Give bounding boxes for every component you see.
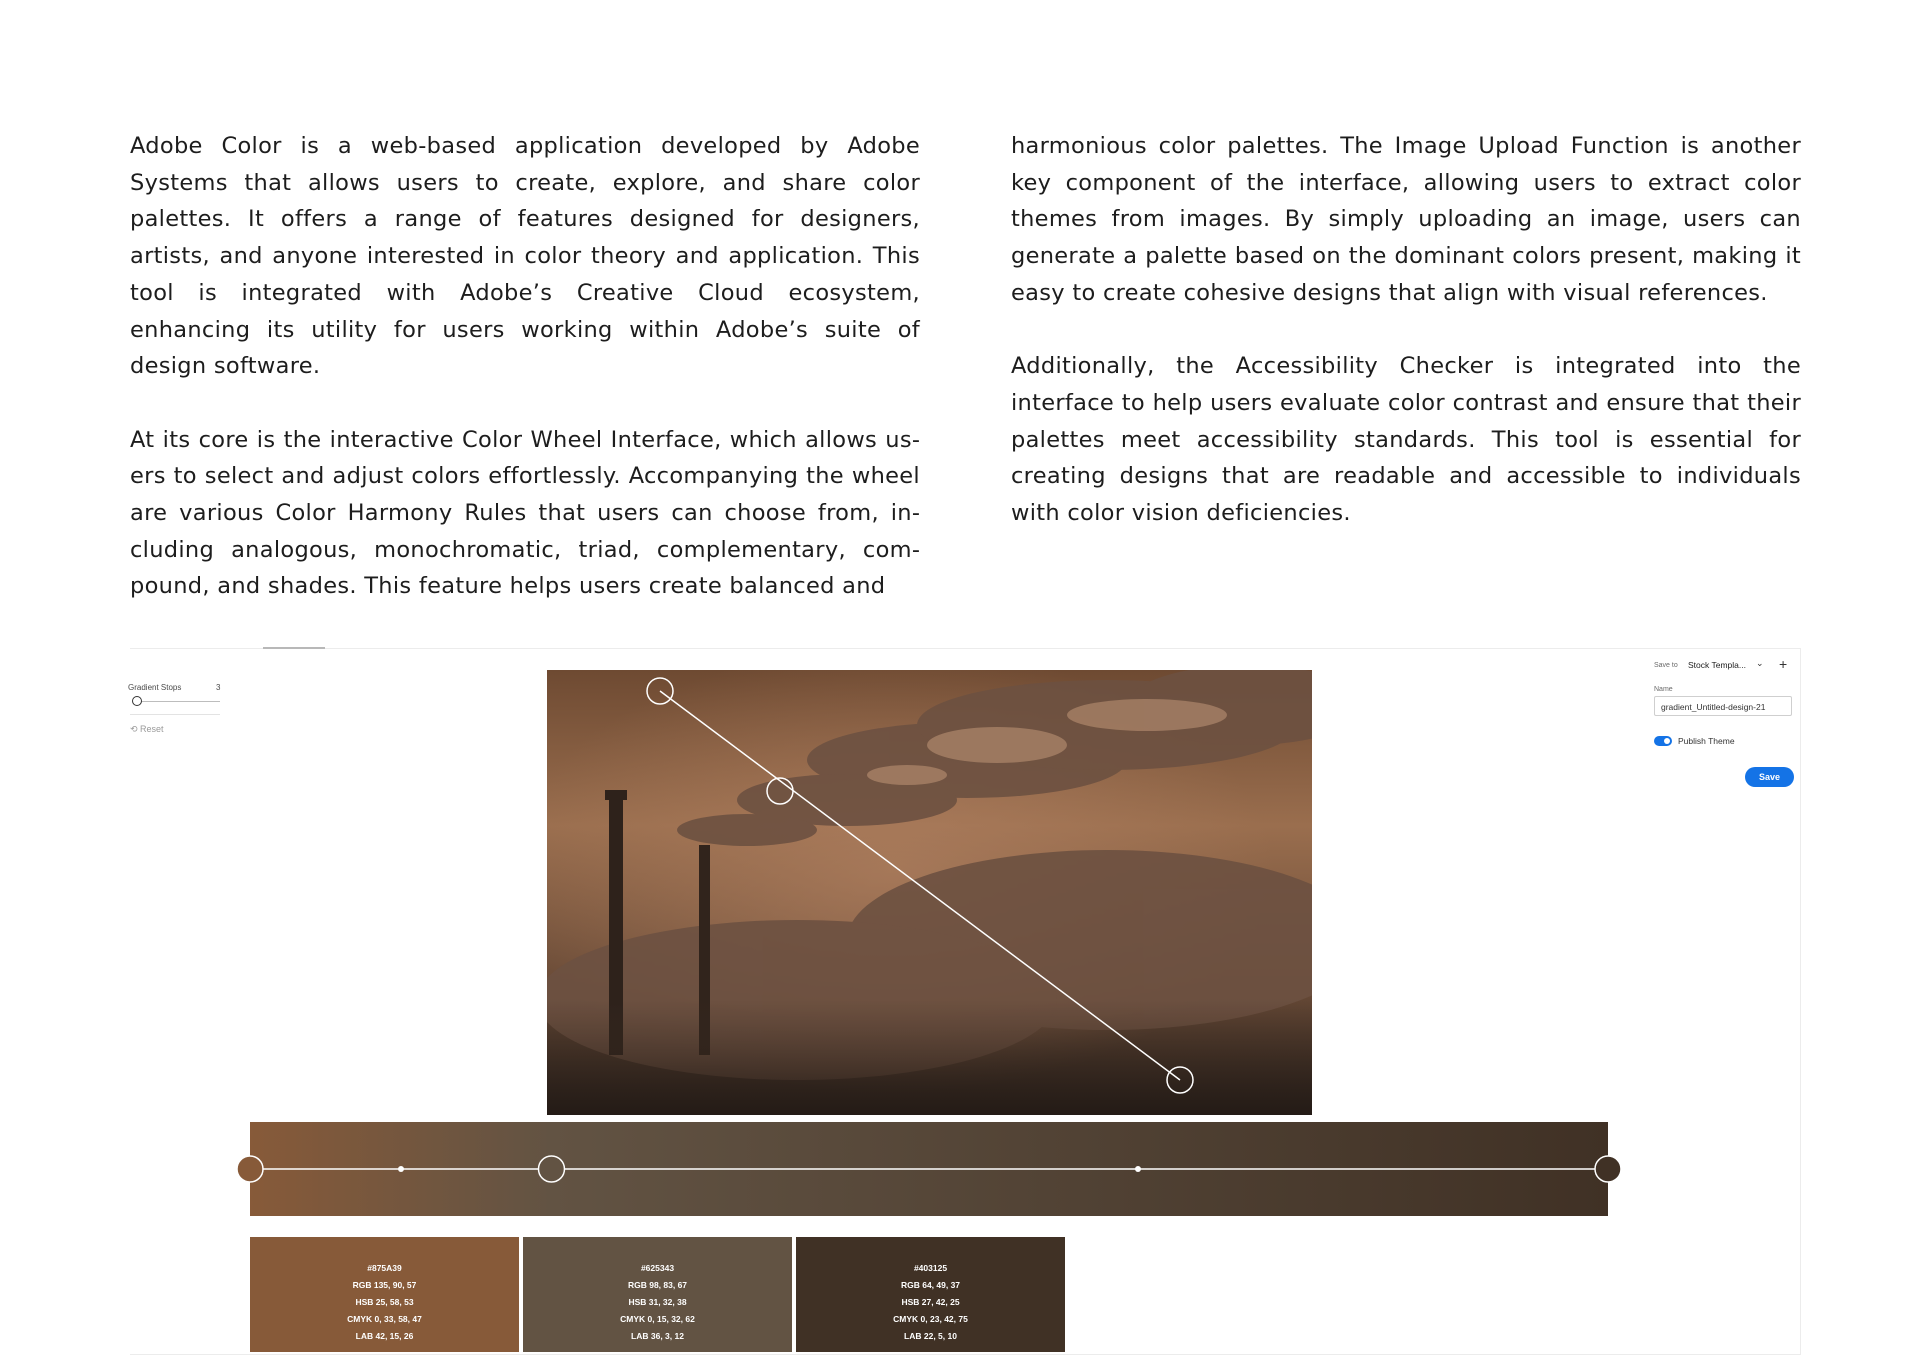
gradient-preview-graphic (250, 1122, 1608, 1216)
article-left-column (130, 128, 920, 642)
name-label: Name (1654, 686, 1673, 693)
reset-icon: ⟲ (130, 724, 141, 734)
gradient-preview-bar[interactable] (250, 1122, 1608, 1216)
swatch-cmyk: CMYK 0, 15, 32, 62 (620, 1314, 695, 1324)
chevron-down-icon[interactable]: ⌄ (1756, 658, 1764, 668)
swatch-hsb: HSB 27, 42, 25 (901, 1297, 960, 1307)
source-photo[interactable] (547, 670, 1312, 1115)
article-right-column (1011, 128, 1801, 568)
color-swatch[interactable] (523, 1237, 792, 1352)
swatch-lab: LAB 42, 15, 26 (355, 1331, 414, 1341)
factory-smoke-photo (547, 670, 1312, 1115)
save-to-select[interactable]: Stock Templa... (1688, 660, 1746, 670)
gradient-stops-value: 3 (216, 683, 221, 692)
save-button[interactable]: Save (1745, 767, 1794, 787)
gradient-stops-slider-handle[interactable] (132, 696, 142, 706)
gradient-midpoint-marker[interactable] (1135, 1166, 1141, 1172)
swatch-rgb: RGB 135, 90, 57 (352, 1280, 417, 1290)
swatch-lab: LAB 36, 3, 12 (631, 1331, 684, 1341)
color-swatch[interactable] (250, 1237, 519, 1352)
active-tab-indicator (263, 647, 325, 649)
swatch-cmyk: CMYK 0, 23, 42, 75 (893, 1314, 968, 1324)
reset-button[interactable] (130, 724, 164, 735)
swatch-rgb: RGB 98, 83, 67 (627, 1280, 688, 1290)
paragraph-image-upload: harmonious color palettes. The Image Upload Function is another key component of the interface, allowing users to extract color themes from images. By simply uploading an image, users can generate a palette based on the dominant colors present, making it easy to create cohesive designs that align with visual references. (1011, 133, 1801, 306)
color-swatch[interactable] (796, 1237, 1065, 1352)
swatch-lab: LAB 22, 5, 10 (904, 1331, 957, 1341)
gradient-stop-handle[interactable] (1595, 1156, 1621, 1182)
gradient-stop-handle[interactable] (538, 1156, 564, 1182)
side-divider (130, 714, 220, 715)
gradient-stop-handle[interactable] (237, 1156, 263, 1182)
gradient-stops-label: Gradient Stops (128, 683, 182, 692)
add-library-button[interactable]: + (1779, 656, 1788, 672)
swatch-rgb: RGB 64, 49, 37 (900, 1280, 961, 1290)
save-to-label: Save to (1654, 662, 1678, 669)
swatch-hex: #875A39 (367, 1263, 402, 1273)
paragraph-intro: Adobe Color is a web-based application developed by Adobe Systems that allows users to create, explore, and share color palettes. It offers a range of features designed for designers, artists, and anyone interested in color theory and application. This tool is integrated with Adobe’s Creative Cloud ecosystem, enhancing its utility for users working within Adobe’s suite of design software. (130, 133, 920, 380)
reset-label: Reset (140, 724, 164, 734)
gradient-midpoint-marker[interactable] (398, 1166, 404, 1172)
swatch-cmyk: CMYK 0, 33, 58, 47 (347, 1314, 422, 1324)
swatch-hsb: HSB 25, 58, 53 (355, 1297, 414, 1307)
publish-theme-toggle[interactable] (1654, 736, 1672, 746)
gradient-stops-slider-track[interactable] (138, 701, 220, 702)
swatch-hex: #403125 (913, 1263, 948, 1273)
publish-theme-label: Publish Theme (1678, 736, 1735, 746)
paragraph-color-wheel: At its core is the interactive Color Wheel Interface, which allows users to select and adjust colors effortlessly. Accompanying the wheel are various Color Harmony Rules that users can choose from, including analogous, monochromatic, triad, complementary, compound, and shades. This feature helps users create balanced and (130, 426, 920, 600)
paragraph-accessibility: Additionally, the Accessibility Checker is integrated into the interface to help users evaluate color contrast and ensure that their palettes meet accessibility standards. This tool is essential for creating designs that are readable and accessible to individuals with color vision deficiencies. (1011, 353, 1801, 527)
swatch-hex: #625343 (640, 1263, 675, 1273)
swatch-hsb: HSB 31, 32, 38 (628, 1297, 687, 1307)
theme-name-input[interactable]: gradient_Untitled-design-21 (1654, 696, 1792, 716)
